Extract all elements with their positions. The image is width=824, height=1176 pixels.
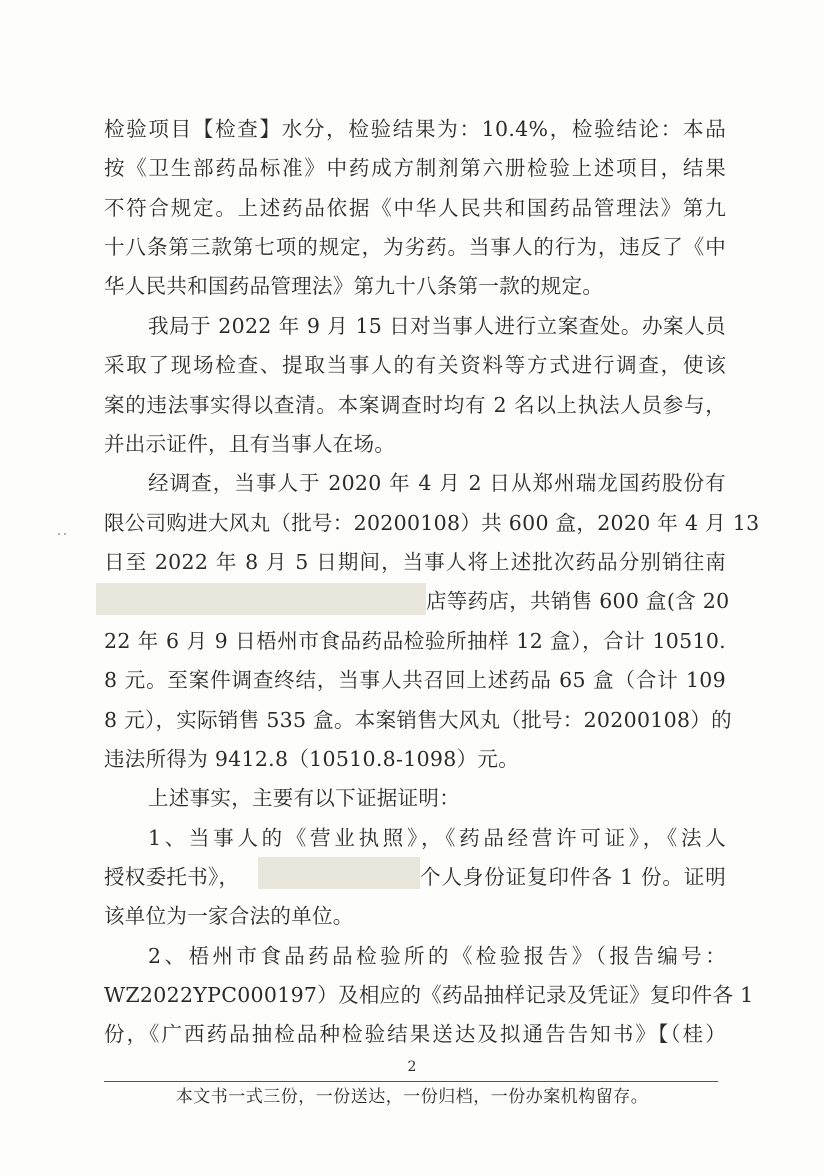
body-line: 店等药店，共销售 600 盒(含 20 [426,589,730,613]
body-line: 检验项目【检查】水分，检验结果为：10.4%，检验结论：本品 [104,117,726,141]
body-line: 不符合规定。上述药品依据《中华人民共和国药品管理法》第九 [104,196,726,220]
footer-divider [104,1081,718,1082]
body-line: 并出示证件，且有当事人在场。 [104,432,396,456]
body-line: 日至 2022 年 8 月 5 日期间，当事人将上述批次药品分别销往南 [104,550,726,574]
body-line: 华人民共和国药品管理法》第九十八条第一款的规定。 [104,274,604,298]
body-line: 采取了现场检查、提取当事人的有关资料等方式进行调查，使该 [104,353,726,377]
page-number: 2 [407,1059,417,1075]
body-line: 2、梧州市食品药品检验所的《检验报告》（报告编号： [148,944,726,968]
body-line: 该单位为一家合法的单位。 [104,904,354,928]
body-line: 8 元。至案件调查终结，当事人共召回上述药品 65 盒（合计 109 [104,668,726,692]
body-line: 违法所得为 9412.8（10510.8-1098）元。 [104,747,520,771]
body-line: 22 年 6 月 9 日梧州市食品药品检验所抽样 12 盒），合计 10510. [104,629,726,653]
body-line: 上述事实，主要有以下证据证明： [148,786,460,810]
redaction-box [96,583,426,615]
scan-speck [64,533,66,535]
body-line: 个人身份证复印件各 1 份。证明 [420,865,726,889]
body-line: 8 元），实际销售 535 盒。本案销售大风丸（批号：20200108）的 [104,708,732,732]
footer-note: 本文书一式三份，一份送达，一份归档，一份办案机构留存。 [175,1087,649,1107]
body-line: 十八条第三款第七项的规定，为劣药。当事人的行为，违反了《中 [104,235,726,259]
redaction-box [258,857,420,889]
body-line: 案的违法事实得以查清。本案调查时均有 2 名以上执法人员参与， [104,393,726,417]
body-line: 份，《广西药品抽检品种检验结果送达及拟通告告知书》【（桂） [104,1022,726,1046]
body-line: 1、当事人的《营业执照》，《药品经营许可证》，《法人 [148,826,726,850]
body-line: 经调查，当事人于 2020 年 4 月 2 日从郑州瑞龙国药股份有 [148,471,726,495]
body-line: 授权委托书》， [104,865,240,889]
body-line: 我局于 2022 年 9 月 15 日对当事人进行立案查处。办案人员 [148,314,726,338]
body-line: 限公司购进大风丸（批号：20200108）共 600 盒，2020 年 4 月 13 [104,511,760,535]
body-line: WZ2022YPC000197）及相应的《药品抽样记录及凭证》复印件各 1 [104,983,754,1007]
scan-speck [58,533,60,535]
body-line: 按《卫生部药品标准》中药成方制剂第六册检验上述项目，结果 [104,156,726,180]
